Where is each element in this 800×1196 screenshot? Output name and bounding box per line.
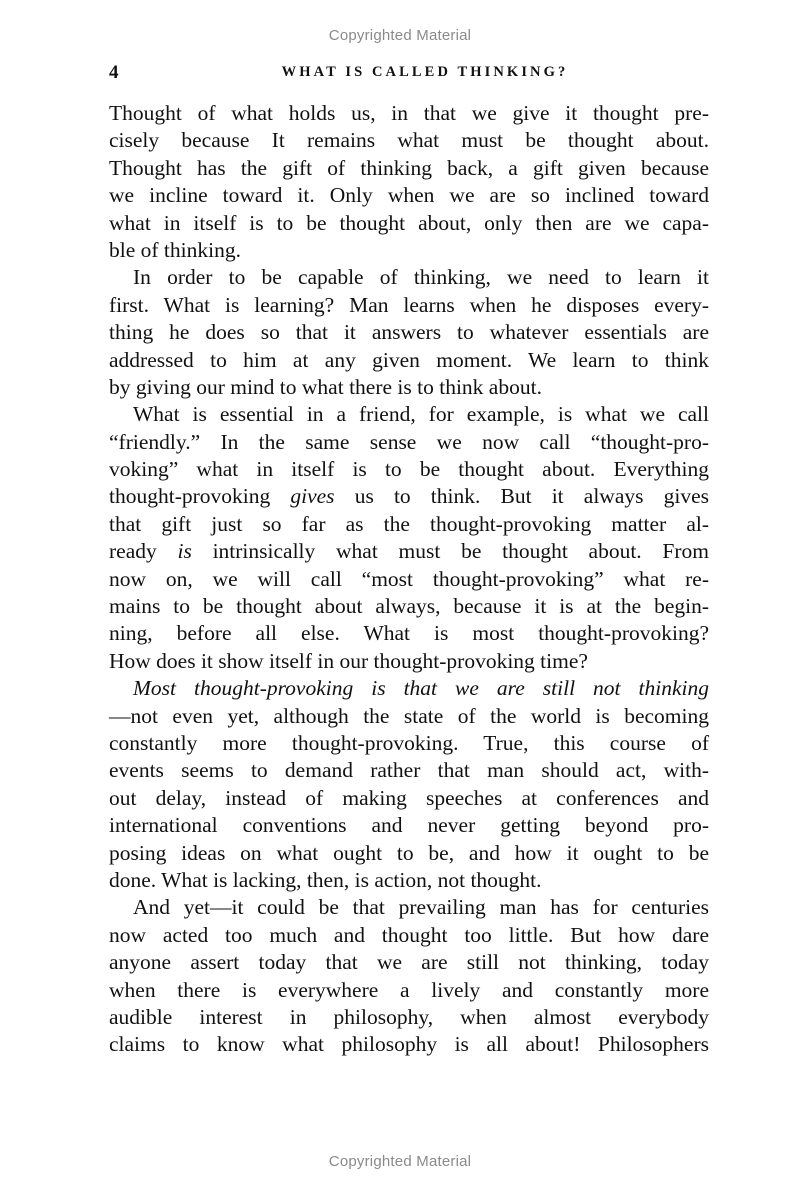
text-line: that gift just so far as the thought-provoking matter al- (109, 511, 709, 536)
paragraph-4 (109, 675, 709, 894)
text-line (109, 538, 709, 565)
text-line: first. What is learning? Man learns when he disposes every- (109, 292, 709, 317)
chapter-title: WHAT IS CALLED THINKING? (281, 64, 569, 80)
text-run: us to think. But it always gives (334, 484, 709, 509)
text-line: Thought has the gift of thinking back, a gift given because (109, 155, 709, 180)
text-line: what in itself is to be thought about, only then are we capa- (109, 210, 709, 235)
text-line: out delay, instead of making speeches at conferences and (109, 785, 709, 810)
text-run: ready (109, 539, 178, 564)
page-number: 4 (109, 62, 119, 83)
body-text (109, 100, 709, 1059)
text-line: —not even yet, although the state of the world is becoming (109, 703, 709, 728)
text-line: events seems to demand rather that man should act, with- (109, 758, 709, 783)
paragraph-3 (109, 401, 709, 675)
watermark-top: Copyrighted Material (328, 27, 472, 44)
text-line: How does it show itself in our thought-provoking time? (109, 648, 588, 673)
text-line (109, 675, 709, 702)
text-line: What is essential in a friend, for example, is what we call (133, 402, 709, 427)
paragraph-5 (109, 894, 709, 1058)
text-line: In order to be capable of thinking, we need to learn it (133, 265, 709, 290)
emphasis-gives: gives (290, 484, 335, 509)
text-line: “friendly.” In the same sense we now call “thought-pro- (109, 429, 709, 454)
text-line: cisely because It remains what must be thought about. (109, 128, 709, 153)
text-line: international conventions and never getting beyond pro- (109, 813, 709, 838)
paragraph-1 (109, 100, 709, 264)
text-line: thing he does so that it answers to whatever essentials are (109, 320, 709, 345)
text-line: Thought of what holds us, in that we give it thought pre- (109, 101, 709, 125)
paragraph-2 (109, 264, 709, 401)
text-line (109, 483, 709, 510)
text-run: intrinsically what must be thought about. From (191, 539, 709, 564)
text-line: And yet—it could be that prevailing man has for centuries (133, 895, 709, 920)
text-line: voking” what in itself is to be thought about. Everything (109, 457, 709, 482)
emphasis-is: is (177, 539, 192, 564)
text-line: mains to be thought about always, because it is at the begin- (109, 594, 709, 619)
text-line: anyone assert today that we are still not thinking, today (109, 950, 709, 975)
text-line: we incline toward it. Only when we are so inclined toward (109, 183, 709, 208)
running-head (109, 62, 709, 86)
emphasis-sentence: Most thought-provoking is that we are still not thinking (133, 676, 709, 701)
text-line: ning, before all else. What is most thought-provoking? (109, 621, 709, 646)
text-run: thought-provoking (109, 484, 291, 509)
text-line: constantly more thought-provoking. True, this course of (109, 730, 709, 755)
watermark-bottom: Copyrighted Material (328, 1153, 472, 1170)
text-line: posing ideas on what ought to be, and how it ought to be (109, 840, 709, 865)
text-line: addressed to him at any given moment. We learn to think (109, 347, 709, 372)
text-line: when there is everywhere a lively and constantly more (109, 977, 709, 1002)
text-line: claims to know what philosophy is all about! Philosophers (109, 1032, 709, 1057)
text-line: audible interest in philosophy, when almost everybody (109, 1004, 709, 1029)
text-line: by giving our mind to what there is to think about. (109, 374, 542, 399)
text-line: ble of thinking. (109, 237, 241, 262)
text-line: done. What is lacking, then, is action, not thought. (109, 867, 542, 892)
text-line: now on, we will call “most thought-provoking” what re- (109, 566, 709, 591)
text-line: now acted too much and thought too little. But how dare (109, 922, 709, 947)
